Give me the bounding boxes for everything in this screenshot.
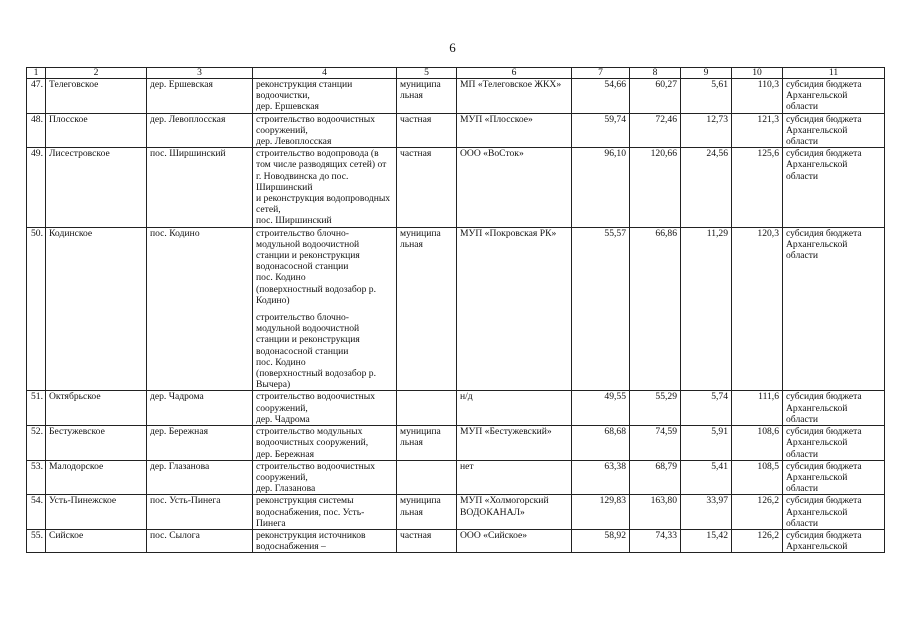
value-cell: 5,61 — [681, 79, 732, 114]
works-text — [256, 228, 393, 306]
works-line: строительство водопровода (в том числе разводящих сетей) от г. Новодвинска до пос. Ширшинский — [256, 148, 387, 193]
funding-source-cell: субсидия бюджета Архангельской области — [783, 391, 885, 426]
municipality-cell: Лисестровское — [46, 148, 147, 227]
value-cell: 59,74 — [572, 113, 630, 148]
value-cell: 108,5 — [732, 460, 783, 495]
table-row — [27, 426, 885, 461]
municipality-cell: Октябрьское — [46, 391, 147, 426]
works-text-alt — [256, 312, 393, 390]
works-line: пос. Кодино — [256, 356, 306, 368]
value-cell: 120,66 — [630, 148, 681, 227]
settlement-cell: пос. Усть-Пинега — [147, 495, 253, 530]
value-cell: 15,42 — [681, 529, 732, 552]
value-cell: 33,97 — [681, 495, 732, 530]
table-row — [27, 79, 885, 114]
column-header: 6 — [457, 68, 572, 79]
works-text — [256, 461, 393, 495]
page-number: 6 — [449, 40, 456, 55]
table-header-row — [27, 68, 885, 79]
works-text — [256, 530, 393, 552]
works-line: строительство блочно-модульной водоочистной станции и реконструкция водонасосной станции — [256, 227, 360, 273]
municipality-cell: Телеговское — [46, 79, 147, 114]
works-cell — [253, 426, 397, 461]
value-cell: 163,80 — [630, 495, 681, 530]
works-text — [256, 426, 393, 460]
municipality-cell: Малодорское — [46, 460, 147, 495]
works-cell — [253, 227, 397, 391]
organization-cell: нет — [457, 460, 572, 495]
funding-source-cell: субсидия бюджета Архангельской области — [783, 79, 885, 114]
value-cell: 74,59 — [630, 426, 681, 461]
value-cell: 125,6 — [732, 148, 783, 227]
column-header: 7 — [572, 68, 630, 79]
column-header: 3 — [147, 68, 253, 79]
ownership-cell: частная — [397, 529, 457, 552]
table-row — [27, 113, 885, 148]
works-line: (поверхностный водозабор р. Кодино) — [256, 283, 376, 306]
column-header: 8 — [630, 68, 681, 79]
settlement-cell: дер. Бережная — [147, 426, 253, 461]
value-cell: 54,66 — [572, 79, 630, 114]
works-cell — [253, 460, 397, 495]
works-line: и реконструкция водопроводных сетей, — [256, 193, 391, 216]
works-line: реконструкция станции водоочистки, — [256, 79, 353, 102]
value-cell: 111,6 — [732, 391, 783, 426]
value-cell: 72,46 — [630, 113, 681, 148]
column-header: 4 — [253, 68, 397, 79]
funding-source-cell: субсидия бюджета Архангельской области — [783, 495, 885, 530]
ownership-cell: муниципа льная — [397, 495, 457, 530]
works-line: строительство водоочистных сооружений, — [256, 113, 376, 136]
value-cell: 24,56 — [681, 148, 732, 227]
works-text — [256, 495, 393, 529]
municipality-cell: Усть-Пинежское — [46, 495, 147, 530]
organization-cell: МУП «Холмогорский ВОДОКАНАЛ» — [457, 495, 572, 530]
funding-source-cell: субсидия бюджета Архангельской области — [783, 227, 885, 391]
organization-cell: МП «Телеговское ЖКХ» — [457, 79, 572, 114]
ownership-cell — [397, 391, 457, 426]
works-line: дер. Бережная — [256, 448, 314, 460]
organization-cell: МУП «Покровская РК» — [457, 227, 572, 391]
works-line: строительство водоочистных сооружений, — [256, 391, 376, 414]
value-cell: 12,73 — [681, 113, 732, 148]
ownership-cell: частная — [397, 113, 457, 148]
column-header: 2 — [46, 68, 147, 79]
organization-cell: н/д — [457, 391, 572, 426]
works-cell — [253, 495, 397, 530]
table-row — [27, 391, 885, 426]
value-cell: 49,55 — [572, 391, 630, 426]
works-cell — [253, 113, 397, 148]
funding-source-cell: субсидия бюджета Архангельской — [783, 529, 885, 552]
settlement-cell: дер. Глазанова — [147, 460, 253, 495]
column-header: 5 — [397, 68, 457, 79]
settlement-cell: пос. Кодино — [147, 227, 253, 391]
works-line: пос. Кодино — [256, 272, 306, 284]
column-header: 11 — [783, 68, 885, 79]
works-text — [256, 114, 393, 148]
value-cell: 5,91 — [681, 426, 732, 461]
value-cell: 60,27 — [630, 79, 681, 114]
works-line: (поверхностный водозабор р. Вычера) — [256, 368, 376, 391]
row-index: 48. — [27, 113, 46, 148]
works-line: дер. Глазанова — [256, 483, 316, 495]
funding-source-cell: субсидия бюджета Архангельской области — [783, 426, 885, 461]
municipality-cell: Бестужевское — [46, 426, 147, 461]
table-row — [27, 495, 885, 530]
value-cell: 68,79 — [630, 460, 681, 495]
row-index: 49. — [27, 148, 46, 227]
value-cell: 5,74 — [681, 391, 732, 426]
table-row — [27, 148, 885, 227]
row-index: 51. — [27, 391, 46, 426]
table-row — [27, 529, 885, 552]
works-line: дер. Левоплосская — [256, 136, 332, 148]
value-cell: 96,10 — [572, 148, 630, 227]
ownership-cell: муниципа льная — [397, 426, 457, 461]
works-cell — [253, 148, 397, 227]
value-cell: 110,3 — [732, 79, 783, 114]
works-cell — [253, 391, 397, 426]
value-cell: 55,29 — [630, 391, 681, 426]
works-text — [256, 148, 393, 226]
works-line: пос. Ширшинский — [256, 215, 332, 227]
funding-source-cell: субсидия бюджета Архангельской области — [783, 148, 885, 227]
organization-cell: МУП «Бестужевский» — [457, 426, 572, 461]
works-line: дер. Ершевская — [256, 101, 319, 113]
works-line: строительство модульных водоочистных сооружений, — [256, 426, 369, 449]
value-cell: 63,38 — [572, 460, 630, 495]
row-index: 55. — [27, 529, 46, 552]
organization-cell: ООО «Сийское» — [457, 529, 572, 552]
table-row — [27, 227, 885, 391]
value-cell: 74,33 — [630, 529, 681, 552]
works-text — [256, 79, 393, 113]
works-line: реконструкция системы водоснабжения, пос. Усть-Пинега — [256, 495, 365, 529]
funding-source-cell: субсидия бюджета Архангельской области — [783, 460, 885, 495]
settlement-cell: дер. Ершевская — [147, 79, 253, 114]
works-line: реконструкция источников водоснабжения – — [256, 529, 366, 553]
organization-cell: ООО «ВоСток» — [457, 148, 572, 227]
funding-source-cell: субсидия бюджета Архангельской области — [783, 113, 885, 148]
works-cell — [253, 79, 397, 114]
works-text — [256, 391, 393, 425]
settlement-cell: пос. Сылога — [147, 529, 253, 552]
municipality-cell: Сийское — [46, 529, 147, 552]
settlement-cell: дер. Чадрома — [147, 391, 253, 426]
row-index: 53. — [27, 460, 46, 495]
value-cell: 126,2 — [732, 495, 783, 530]
works-line: дер. Чадрома — [256, 413, 310, 425]
value-cell: 55,57 — [572, 227, 630, 391]
ownership-cell: частная — [397, 148, 457, 227]
municipality-cell: Плосское — [46, 113, 147, 148]
works-cell — [253, 529, 397, 552]
value-cell: 58,92 — [572, 529, 630, 552]
data-table — [26, 67, 885, 553]
value-cell: 121,3 — [732, 113, 783, 148]
value-cell: 129,83 — [572, 495, 630, 530]
settlement-cell: пос. Ширшинский — [147, 148, 253, 227]
settlement-cell: дер. Левоплосская — [147, 113, 253, 148]
table-row — [27, 460, 885, 495]
ownership-cell: муниципа льная — [397, 227, 457, 391]
value-cell: 126,2 — [732, 529, 783, 552]
value-cell: 66,86 — [630, 227, 681, 391]
ownership-cell: муниципа льная — [397, 79, 457, 114]
works-line: строительство блочно-модульной водоочистной станции и реконструкция водонасосной станции — [256, 312, 360, 357]
row-index: 54. — [27, 495, 46, 530]
value-cell: 5,41 — [681, 460, 732, 495]
row-index: 52. — [27, 426, 46, 461]
row-index: 50. — [27, 227, 46, 391]
works-line: строительство водоочистных сооружений, — [256, 460, 376, 483]
column-header: 10 — [732, 68, 783, 79]
value-cell: 11,29 — [681, 227, 732, 391]
value-cell: 68,68 — [572, 426, 630, 461]
municipality-cell: Кодинское — [46, 227, 147, 391]
organization-cell: МУП «Плосское» — [457, 113, 572, 148]
value-cell: 120,3 — [732, 227, 783, 391]
column-header: 1 — [27, 68, 46, 79]
ownership-cell — [397, 460, 457, 495]
row-index: 47. — [27, 79, 46, 114]
value-cell: 108,6 — [732, 426, 783, 461]
column-header: 9 — [681, 68, 732, 79]
